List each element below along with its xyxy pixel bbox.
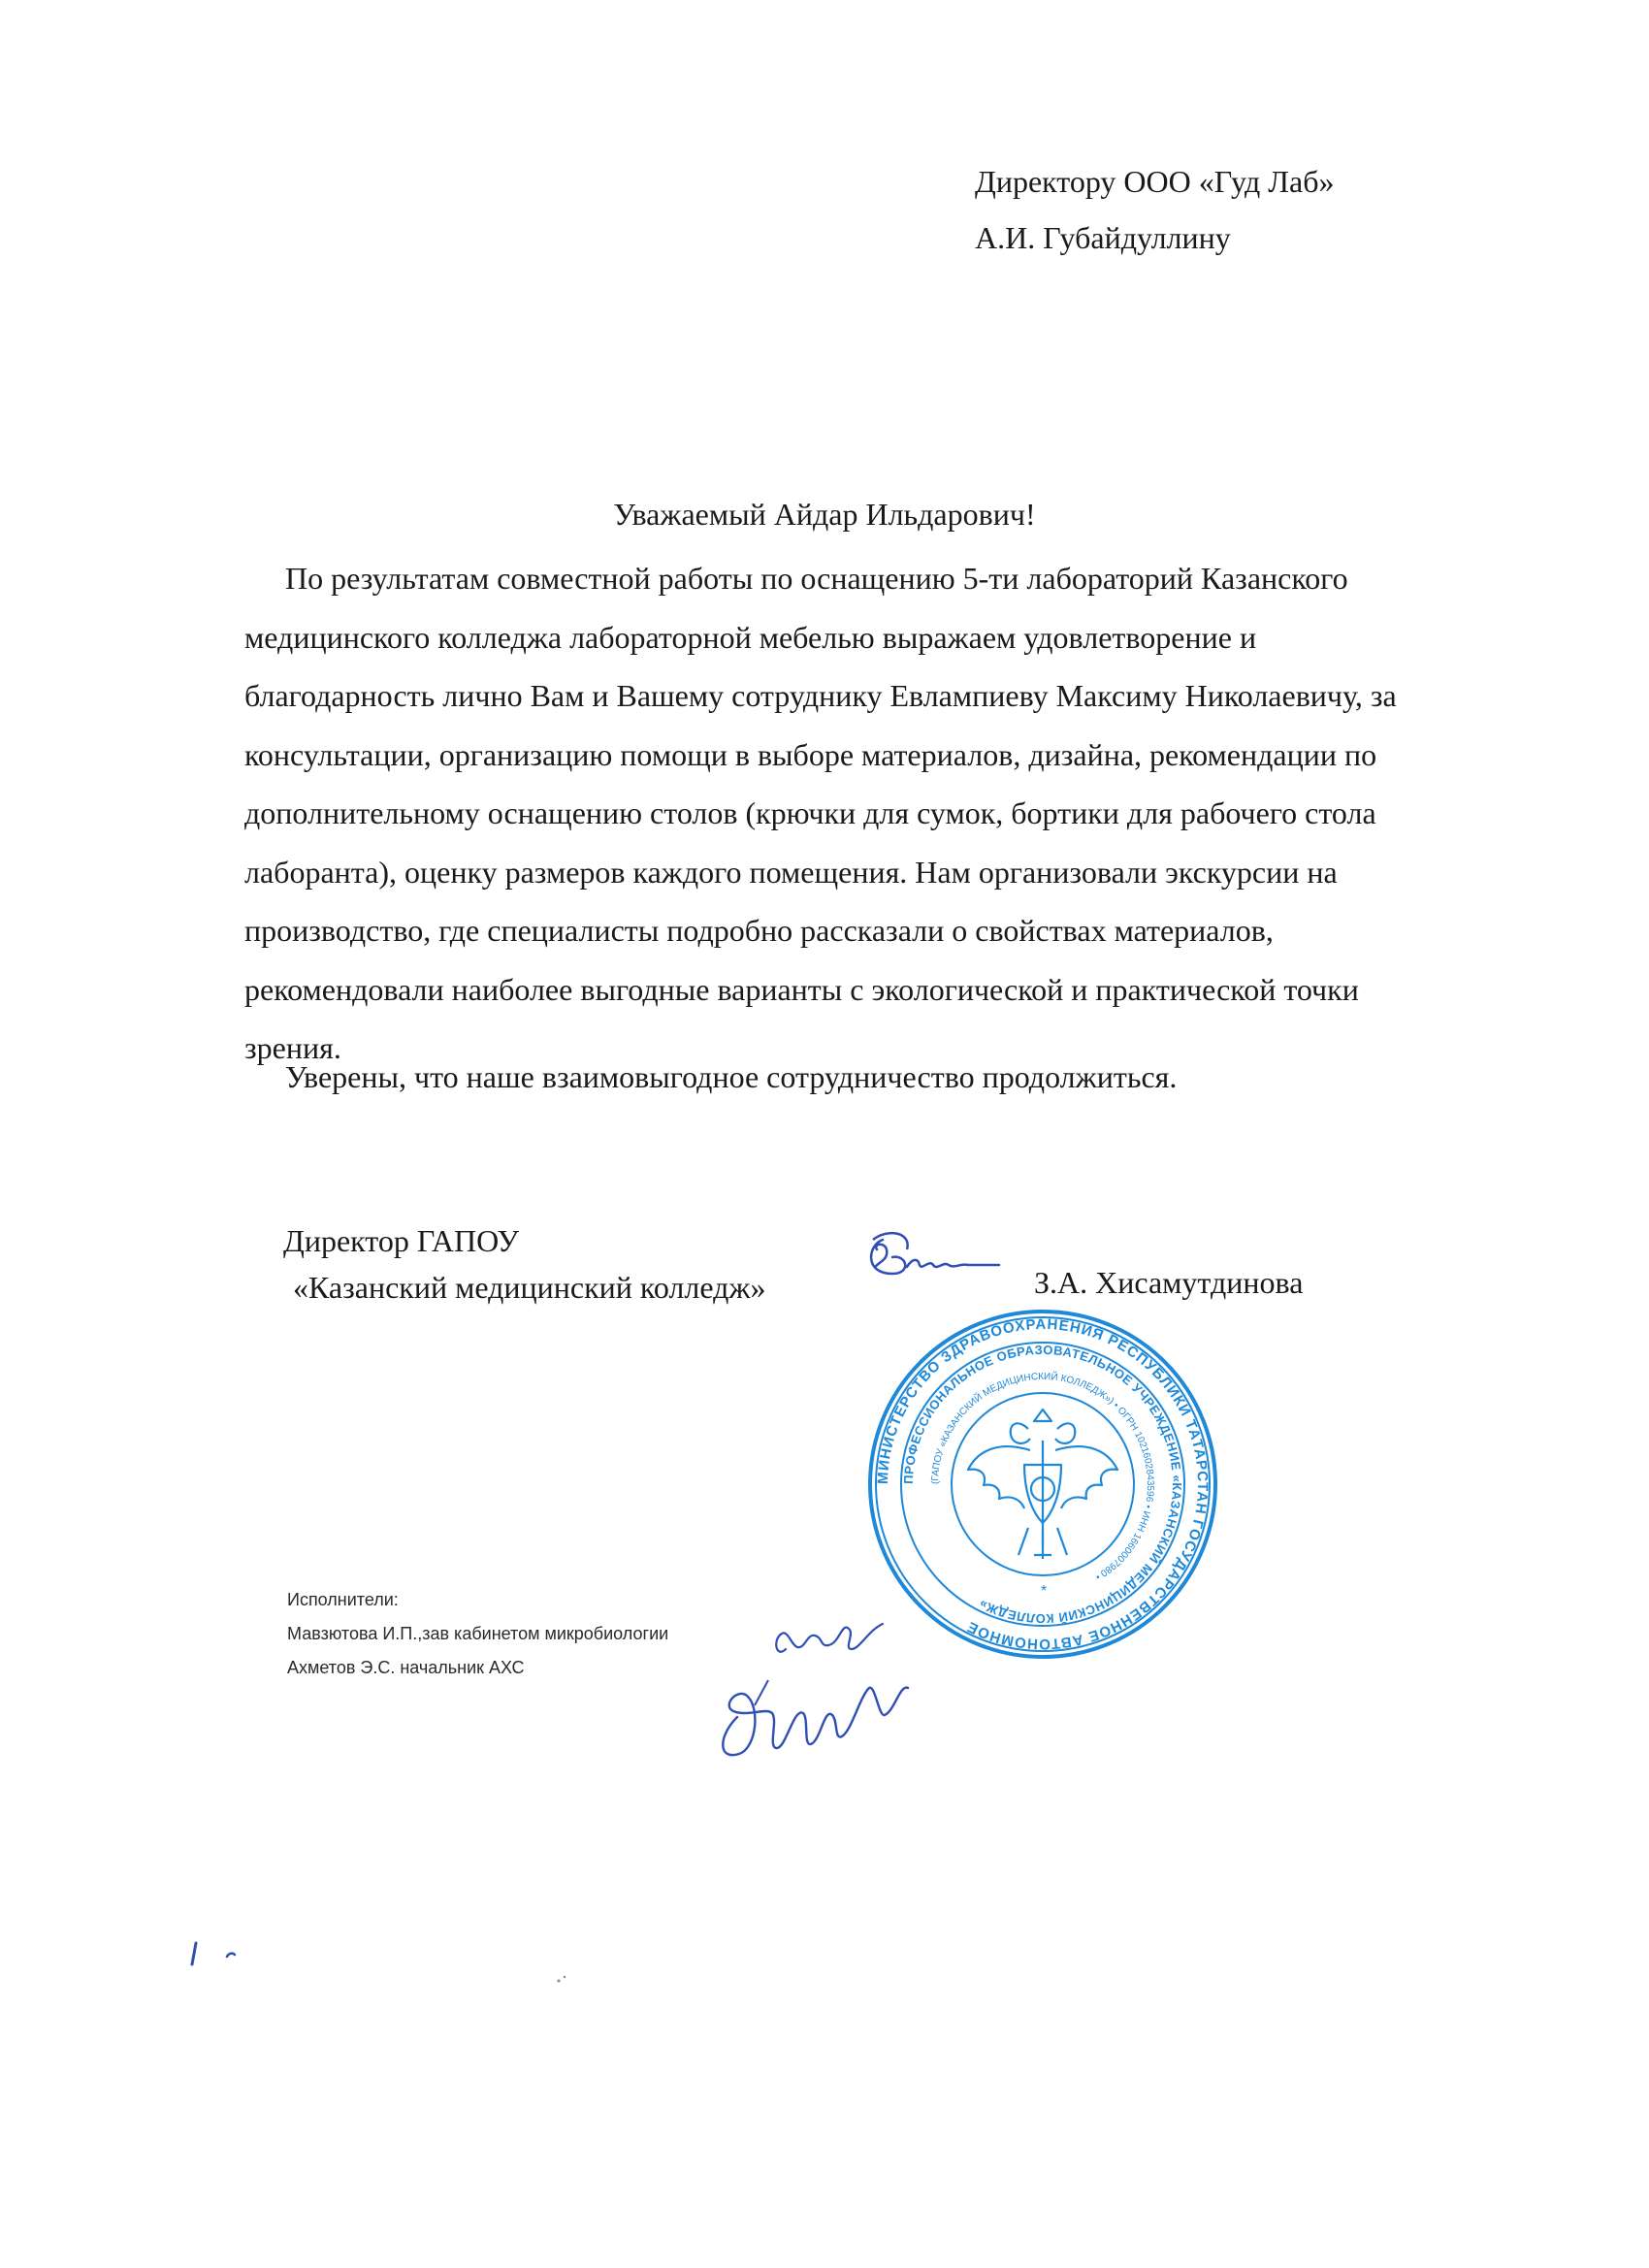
seal-inner-text: (ГАПОУ «КАЗАНСКИЙ МЕДИЦИНСКИЙ КОЛЛЕДЖ») • ОГРН 1021602843596 • ИНН 1660007980 •: [929, 1371, 1156, 1582]
seal-middle-text: ПРОФЕССИОНАЛЬНОЕ ОБРАЗОВАТЕЛЬНОЕ УЧРЕЖДЕНИЕ «КАЗАНСКИЙ МЕДИЦИНСКИЙ КОЛЛЕДЖ»: [900, 1342, 1185, 1627]
stray-dot-mark: [549, 1969, 578, 1989]
executors-block: [287, 1583, 668, 1685]
executor-2: Ахметов Э.С. начальник АХС: [287, 1658, 525, 1677]
body-paragraph-1: По результатам совместной работы по оснащению 5-ти лабораторий Казанского медицинского колледжа лабораторной мебелью выражаем удовлетворение и благодарность лично Вам и Вашему сотруднику Евлампиеву Максиму Николаевичу, за консультации, организацию помощи в выборе материалов, дизайна, рекомендации по дополнительному оснащению столов (крючки для сумок, бортики для рабочего стола лаборанта), оценку размеров каждого помещения. Нам организовали экскурсии на производство, где специалисты подробно рассказали о свойствах материалов, рекомендовали наиболее выгодные варианты с экологической и практической точки зрения.: [244, 561, 1397, 1065]
signatory-title-line1: Директор ГАПОУ: [283, 1223, 520, 1258]
signatory-name: З.А. Хисамутдинова: [1034, 1265, 1304, 1300]
addressee-position: Директору ООО «Гуд Лаб»: [975, 164, 1335, 199]
executors-signatures-image: [679, 1591, 951, 1766]
executor-1: Мавзютова И.П.,зав кабинетом микробиологии: [287, 1624, 669, 1643]
seal-outer-text: МИНИСТЕРСТВО ЗДРАВООХРАНЕНИЯ РЕСПУБЛИКИ ТАТАРСТАН ГОСУДАРСТВЕННОЕ АВТОНОМНОЕ: [874, 1315, 1212, 1653]
executors-heading: Исполнители:: [287, 1590, 399, 1609]
stray-pen-mark: [184, 1935, 242, 1974]
director-signature-image: [854, 1220, 1009, 1298]
seal-star-icon: *: [1041, 1583, 1048, 1600]
greeting: Уважаемый Айдар Ильдарович!: [613, 497, 1036, 532]
signatory-title: [283, 1217, 766, 1311]
letter-body: [244, 549, 1408, 1078]
coat-of-arms-icon: [968, 1409, 1117, 1559]
addressee-name: А.И. Губайдуллину: [975, 220, 1231, 255]
signatory-organization: «Казанский медицинский колледж»: [293, 1270, 766, 1305]
body-paragraph-2: Уверены, что наше взаимовыгодное сотрудничество продолжиться.: [285, 1059, 1178, 1094]
addressee-block: [975, 153, 1334, 266]
